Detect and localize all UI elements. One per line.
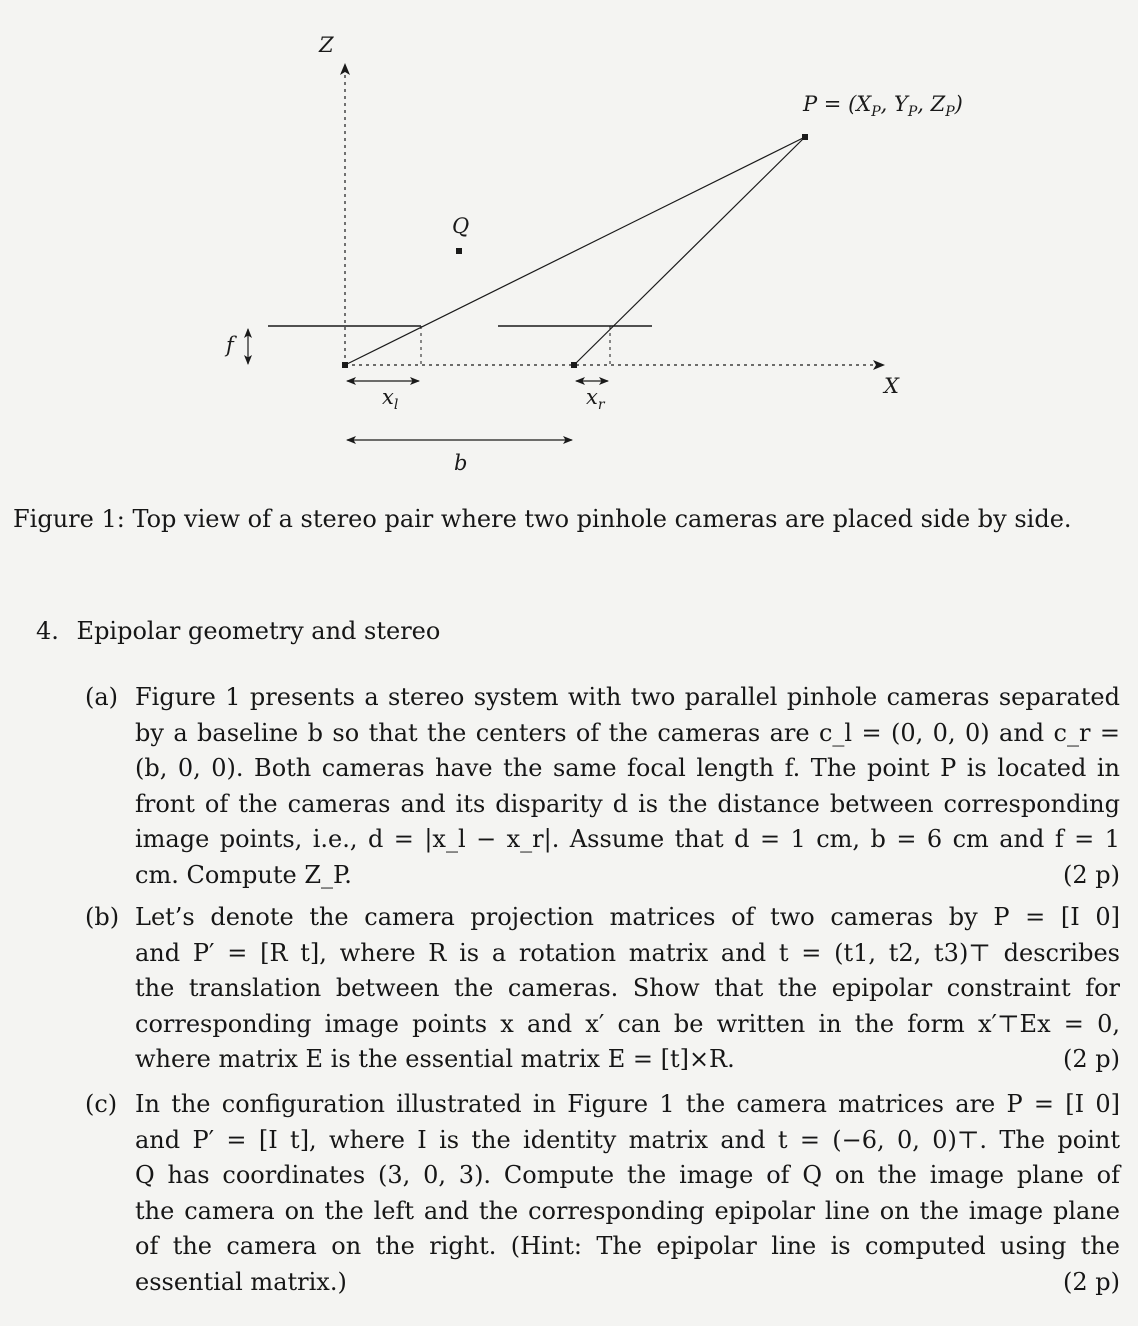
item-a-line-4: front of the cameras and its disparity d is the distance between corresponding xyxy=(135,789,1120,818)
item-c-line-3: Q has coordinates (3, 0, 3). Compute the image of Q on the image plane of xyxy=(135,1161,1120,1189)
item-b-line-3: the translation between the cameras. Show that the epipolar constraint for xyxy=(135,974,1120,1002)
left-ray xyxy=(345,137,805,365)
stereo-figure xyxy=(0,0,1138,500)
item-b-label: (b) xyxy=(85,903,120,931)
item-c-line-4: the camera on the left and the corresponding epipolar line on the image plane xyxy=(135,1196,1120,1225)
item-c-line-6 xyxy=(135,1265,1120,1301)
item-b-line-4: corresponding image points x and x′ can be written in the form x′⊤Ex = 0, xyxy=(135,1009,1120,1038)
item-c-line-1: In the configuration illustrated in Figure 1 the camera matrices are P = [I 0] xyxy=(135,1090,1120,1118)
section-heading xyxy=(36,617,440,645)
baseline-label: b xyxy=(454,451,468,475)
item-a-line-2: by a baseline b so that the centers of the cameras are c_l = (0, 0, 0) and c_r = xyxy=(135,718,1120,747)
point-q-label: Q xyxy=(452,214,470,238)
item-a-label: (a) xyxy=(85,683,119,711)
item-a-line-1: Figure 1 presents a stereo system with two parallel pinhole cameras separated xyxy=(135,683,1120,711)
item-a-points: (2 p) xyxy=(1063,860,1120,889)
focal-label: f xyxy=(226,333,234,357)
item-b-points: (2 p) xyxy=(1063,1045,1120,1073)
item-a-line-3: (b, 0, 0). Both cameras have the same focal length f. The point P is located in xyxy=(135,754,1120,782)
item-b-body xyxy=(135,900,1120,1078)
section-title: Epipolar geometry and stereo xyxy=(76,617,441,645)
item-b-line-5-text: where matrix E is the essential matrix E = [t]×R. xyxy=(135,1045,735,1073)
x-axis-label: X xyxy=(884,374,899,398)
item-c-points: (2 p) xyxy=(1063,1267,1120,1296)
item-a-line-5: image points, i.e., d = |x_l − x_r|. Assume that d = 1 cm, b = 6 cm and f = 1 xyxy=(135,825,1120,853)
item-a-line-6-text: cm. Compute Z_P. xyxy=(135,860,352,889)
figure-caption: Figure 1: Top view of a stereo pair where two pinhole cameras are placed side by side. xyxy=(13,505,1072,533)
point-p-label: $P = (X_P$, $Y_P$, $Z_P$) xyxy=(803,92,963,120)
point-q-marker xyxy=(456,248,462,254)
item-a-line-6 xyxy=(135,858,1120,894)
section-number: 4. xyxy=(36,617,59,645)
item-b-line-5 xyxy=(135,1042,1120,1078)
item-c-line-5: of the camera on the right. (Hint: The epipolar line is computed using the xyxy=(135,1232,1120,1260)
item-c-line-2: and P′ = [I t], where I is the identity matrix and t = (−6, 0, 0)⊤. The point xyxy=(135,1125,1120,1154)
xl-label: $x_l$ xyxy=(382,385,399,413)
right-ray xyxy=(574,137,805,365)
item-b-line-1: Let’s denote the camera projection matrices of two cameras by P = [I 0] xyxy=(135,903,1120,931)
item-c-body xyxy=(135,1087,1120,1300)
xr-label: $x_r$ xyxy=(586,385,605,413)
item-b-line-2: and P′ = [R t], where R is a rotation matrix and t = (t1, t2, t3)⊤ describes xyxy=(135,938,1120,967)
item-c-label: (c) xyxy=(85,1090,118,1118)
item-c-line-6-text: essential matrix.) xyxy=(135,1267,347,1296)
item-a-body xyxy=(135,680,1120,893)
z-axis-label: Z xyxy=(319,33,334,57)
